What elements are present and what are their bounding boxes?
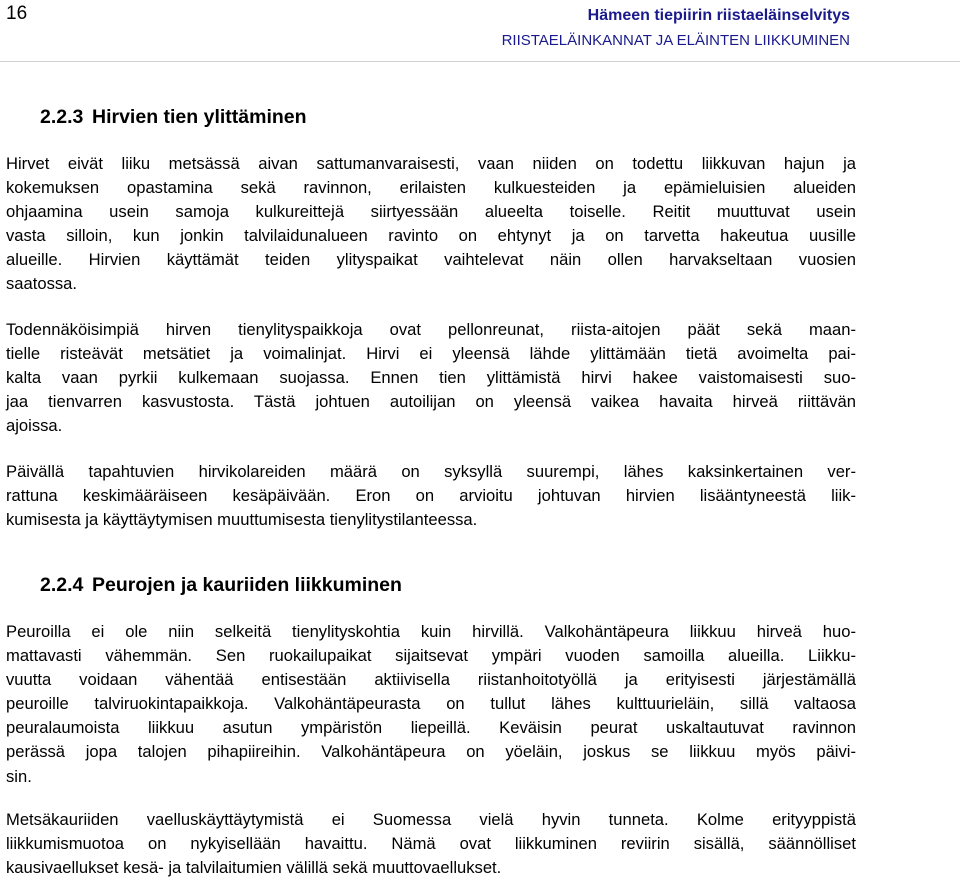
paragraph — [6, 152, 856, 297]
text-line: kalta vaan pyrkii kulkemaan suojassa. Ennen tien ylittämistä hirvi hakee vaistomaisesti suo- — [6, 368, 856, 388]
text-line: tielle risteävät metsätiet ja voimalinjat. Hirvi ei yleensä lähde ylittämään tietä avoimelta pai- — [6, 344, 856, 364]
text-line: kumisesta ja käyttäytymisen muuttumisesta tienylitystilanteessa. — [6, 510, 478, 530]
text-line: jaa tienvarren kasvustosta. Tästä johtuen autoilijan on yleensä vaikea havaita hirveä riittävän — [6, 392, 856, 412]
section-title: Hirvien tien ylittäminen — [92, 106, 307, 128]
paragraph — [6, 318, 856, 438]
text-line: peuralaumoista liikkuu asutun ympäristön liepeillä. Keväisin peurat uskaltautuvat ravinnon — [6, 718, 856, 738]
text-line: liikkumismuotoa on nykyisellään havaittu. Nämä ovat liikkuminen reviirin sisällä, säännölliset — [6, 834, 856, 854]
text-line: ajoissa. — [6, 416, 63, 436]
header-rule — [0, 61, 960, 62]
section-heading — [40, 106, 307, 129]
text-line: alueille. Hirvien käyttämät teiden ylityspaikat vaihtelevat näin ollen harvakseltaan vuosien — [6, 250, 856, 270]
text-line: sin. — [6, 766, 32, 786]
text-line: rattuna keskimääräiseen kesäpäivään. Eron on arvioitu johtuvan hirvien lisääntyneestä liik- — [6, 486, 856, 506]
page-number: 16 — [6, 3, 28, 24]
text-line: saatossa. — [6, 274, 78, 294]
text-line: vuutta voidaan vähentää entisestään aktiivisella riistanhoitotyöllä ja erityisesti järjestämällä — [6, 670, 856, 690]
text-line: Peuroilla ei ole niin selkeitä tienylityskohtia kuin hirvillä. Valkohäntäpeura liikkuu hirveä huo- — [6, 622, 856, 641]
text-line: kausivaellukset kesä- ja talvilaitumien välillä sekä muuttovaellukset. — [6, 858, 502, 878]
running-header — [502, 3, 850, 53]
section-number: 2.2.3 — [40, 106, 84, 128]
header-subtitle: RIISTAELÄINKANNAT JA ELÄINTEN LIIKKUMINEN — [501, 32, 850, 49]
paragraph — [6, 808, 856, 880]
text-line: mattavasti vähemmän. Sen ruokailupaikat sijaitsevat ympäri vuoden samoilla alueilla. Liikku- — [6, 646, 856, 666]
text-line: Päivällä tapahtuvien hirvikolareiden määrä on syksyllä suurempi, lähes kaksinkertainen ver- — [6, 462, 856, 481]
header-title: Hämeen tiepiirin riistaeläinselvitys — [587, 7, 850, 24]
section-number: 2.2.4 — [40, 574, 84, 596]
paragraph — [6, 460, 856, 532]
section-heading — [40, 574, 402, 597]
text-line: peuroille talviruokintapaikkoja. Valkohäntäpeurasta on tullut lähes kulttuurieläin, sillä valtaosa — [6, 694, 856, 714]
text-line: perässä jopa talojen pihapiireihin. Valkohäntäpeura on yöeläin, joskus se liikkuu myös päivi- — [6, 742, 856, 762]
text-line: Hirvet eivät liiku metsässä aivan sattumanvaraisesti, vaan niiden on todettu liikkuvan hajun ja — [6, 154, 856, 173]
text-line: vasta silloin, kun jonkin talvilaidunalueen ravinto on ehtynyt ja on tarvetta hakeutua uusille — [6, 226, 856, 246]
text-line: Metsäkauriiden vaelluskäyttäytymistä ei Suomessa vielä hyvin tunneta. Kolme erityyppistä — [6, 810, 856, 829]
paragraph — [6, 620, 856, 789]
text-line: Todennäköisimpiä hirven tienylityspaikkoja ovat pellonreunat, riista-aitojen päät sekä maan- — [6, 320, 856, 339]
section-title: Peurojen ja kauriiden liikkuminen — [92, 574, 402, 596]
text-line: kokemuksen opastamina sekä ravinnon, erilaisten kulkuesteiden ja epämieluisien alueiden — [6, 178, 856, 198]
text-line: ohjaamina usein samoja kulkureittejä siirtyessään alueelta toiselle. Reitit muuttuvat usein — [6, 202, 856, 222]
